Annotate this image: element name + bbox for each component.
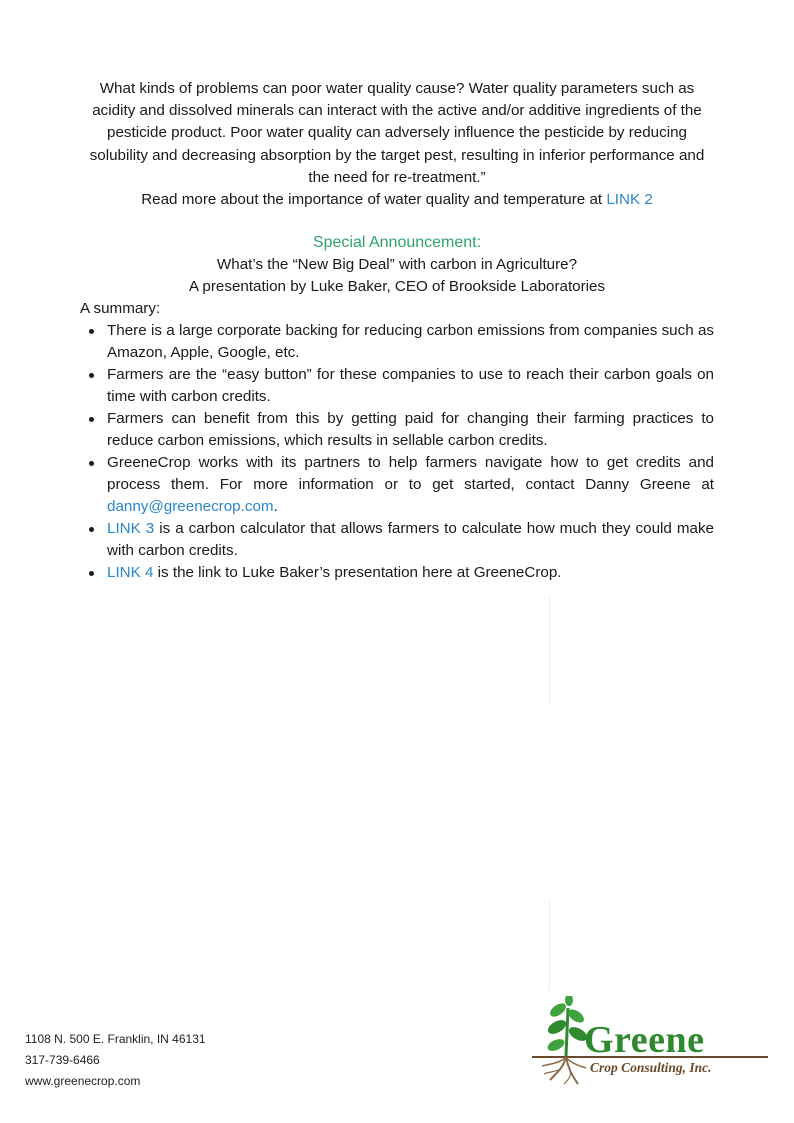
logo-name: Greene [584,1019,705,1061]
bullet-end: . [273,498,278,515]
footer-phone: 317-739-6466 [25,1053,100,1067]
bullet-icon [89,417,94,422]
summary-list [80,320,714,584]
list-item [80,320,714,364]
link-4[interactable]: LINK 4 [107,564,154,581]
bullet-icon [89,571,94,576]
faint-divider [549,596,550,706]
bullet-icon [89,461,94,466]
announcement-subtitle: What’s the “New Big Deal” with carbon in Agriculture? [216,256,578,273]
announcement-title: Special Announcement: [312,234,482,251]
bullet-text: Farmers are the “easy button” for these companies to use to reach their carbon goals on time with carbon credits. [107,366,714,405]
list-item [80,452,714,518]
bullet-icon [89,527,94,532]
bullet-text: GreeneCrop works with its partners to help farmers navigate how to get credits and process them. For more information or to get started, contact Danny Greene at [107,454,714,493]
bullet-text: is a carbon calculator that allows farmers to calculate how much they could make with carbon credits. [107,520,714,559]
intro-paragraph [80,78,714,211]
bullet-text: is the link to Luke Baker’s presentation here at GreeneCrop. [153,564,562,581]
bullet-text: There is a large corporate backing for reducing carbon emissions from companies such as Amazon, Apple, Google, etc. [107,322,714,361]
logo-tagline: Crop Consulting, Inc. [590,1060,712,1075]
announcement-presenter: A presentation by Luke Baker, CEO of Brookside Laboratories [188,278,606,295]
list-item [80,408,714,452]
bullet-icon [89,373,94,378]
read-more-text: Read more about the importance of water quality and temperature at [141,191,607,209]
list-item [80,364,714,408]
footer-website[interactable]: www.greenecrop.com [25,1074,141,1088]
footer-contact [25,1029,206,1092]
list-item [80,562,714,584]
bullet-text: Farmers can benefit from this by getting paid for changing their farming practices to reduce carbon emissions, which results in sellable carbon credits. [107,410,714,449]
link-2[interactable]: LINK 2 [606,191,653,209]
intro-text: What kinds of problems can poor water quality cause? Water quality parameters such as acidity and dissolved minerals can interact with the active and/or additive ingredients of the pesticide product. Poor water quality can adversely influence the pesticide by reducing solubility and decreasing absorption by the target pest, resulting in inferior performance and the need for re-treatment.” [89,80,705,186]
faint-divider [549,900,550,990]
company-logo [528,996,772,1088]
bullet-icon [89,329,94,334]
list-item [80,518,714,562]
summary-label: A summary: [80,300,161,317]
footer-address: 1108 N. 500 E. Franklin, IN 46131 [25,1032,206,1046]
link-3[interactable]: LINK 3 [107,520,155,537]
email-link[interactable]: danny@greenecrop.com [107,498,274,515]
